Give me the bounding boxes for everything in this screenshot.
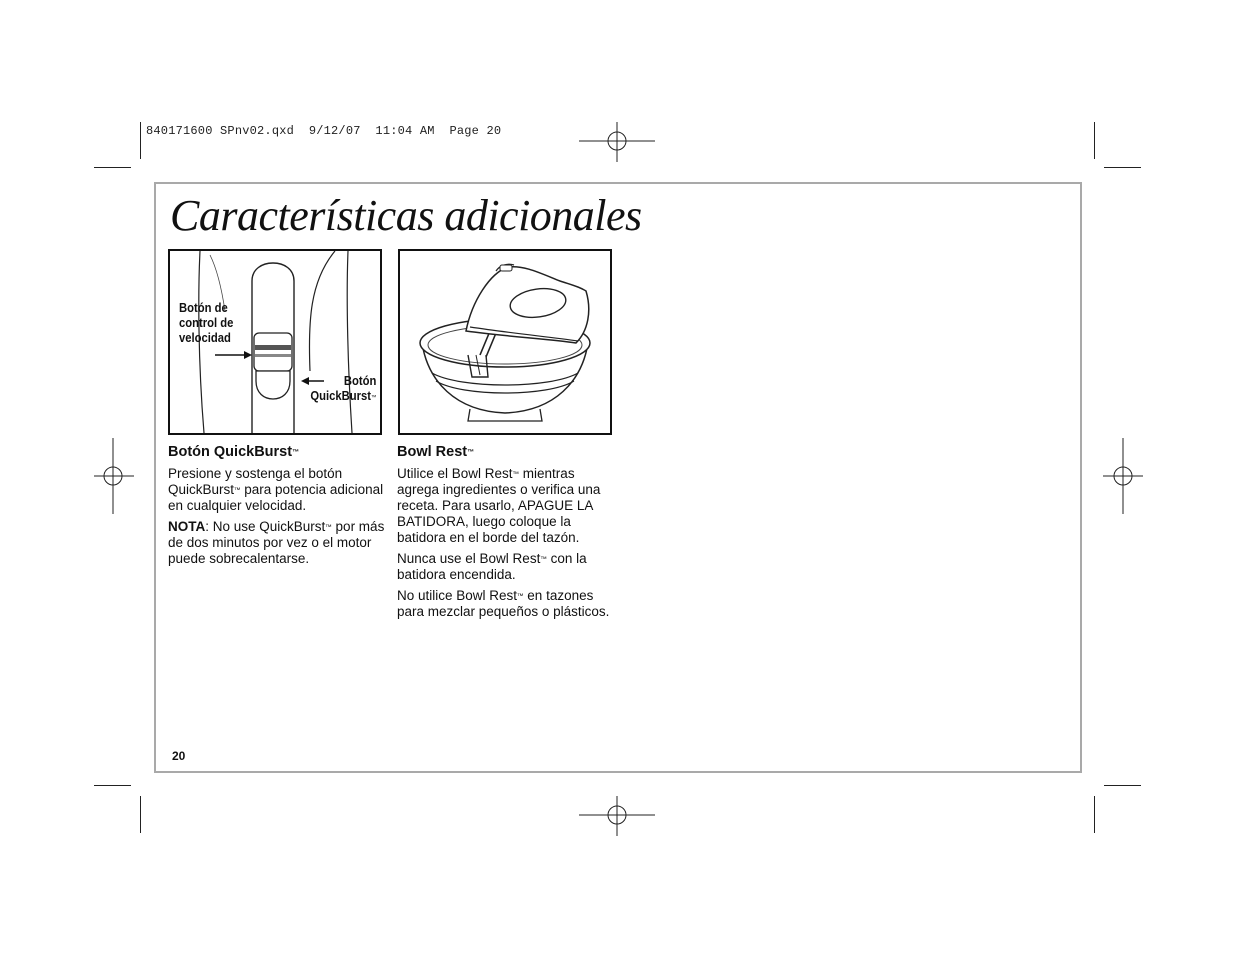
trademark-symbol: ™ [467, 449, 475, 456]
figure-speed-control [168, 249, 382, 435]
trademark-symbol: ™ [517, 593, 524, 600]
page-title: Características adicionales [170, 191, 642, 240]
trademark-symbol: ™ [512, 471, 520, 478]
paragraph-text: en tazones para mezclar pequeños o plásticos. [397, 588, 610, 619]
callout-line: control de [179, 316, 234, 330]
paragraph-text: Utilice el Bowl Rest [397, 466, 513, 481]
crop-mark [94, 785, 131, 786]
paragraph-text: por más de dos minutos por vez o el motor puede sobrecalentarse. [168, 519, 385, 566]
callout-line: velocidad [179, 331, 231, 345]
paragraph-text: con la batidora encendida. [397, 551, 587, 582]
note-label: NOTA [168, 519, 206, 534]
callout-speed-control [179, 301, 233, 346]
trademark-symbol: ™ [370, 395, 376, 401]
paragraph-text: Nunca use el Bowl Rest [397, 551, 541, 566]
crop-mark [1104, 785, 1141, 786]
printer-slug: 840171600 SPnv02.qxd 9/12/07 11:04 AM Page 20 [146, 124, 502, 138]
paragraph-text: para potencia adicional en cualquier velocidad. [168, 482, 384, 513]
mixer-on-bowl-illustration [400, 251, 610, 433]
registration-mark-icon [579, 796, 655, 836]
crop-mark [1104, 167, 1141, 168]
paragraph-text: : No use QuickBurst [205, 519, 326, 534]
section-bowl-rest [397, 443, 615, 625]
trademark-symbol: ™ [234, 487, 241, 494]
crop-mark [94, 167, 131, 168]
heading-text: Bowl Rest [397, 444, 468, 460]
paragraph [397, 588, 615, 620]
registration-mark-icon [1103, 438, 1143, 514]
trademark-symbol: ™ [540, 556, 547, 563]
callout-line: Botón [343, 374, 376, 388]
heading-text: Botón QuickBurst [168, 444, 293, 460]
paragraph-text: No utilice Bowl Rest [397, 588, 518, 603]
registration-mark-icon [579, 122, 655, 162]
paragraph [168, 466, 386, 514]
paragraph-text: mientras agrega ingredientes o verifica una receta. Para usarlo, APAGUE LA BATIDORA, luego coloque la batidora en el borde del tazón. [397, 466, 601, 545]
callout-line: Botón de [179, 301, 228, 315]
paragraph-text: Presione y sostenga el botón QuickBurst [168, 466, 343, 497]
paragraph [397, 466, 615, 546]
crop-mark [140, 122, 141, 159]
callout-quickburst [310, 374, 376, 404]
crop-mark [1094, 796, 1095, 833]
trademark-symbol: ™ [325, 524, 332, 531]
paragraph [397, 551, 615, 583]
registration-mark-icon [94, 438, 134, 514]
callout-line: QuickBurst [309, 389, 371, 403]
section-heading [168, 443, 386, 461]
page-number: 20 [172, 749, 186, 763]
note-paragraph [168, 519, 386, 567]
trademark-symbol: ™ [292, 449, 300, 456]
section-heading [397, 443, 615, 461]
figure-bowl-rest [398, 249, 612, 435]
crop-mark [140, 796, 141, 833]
crop-mark [1094, 122, 1095, 159]
section-quickburst [168, 443, 386, 572]
